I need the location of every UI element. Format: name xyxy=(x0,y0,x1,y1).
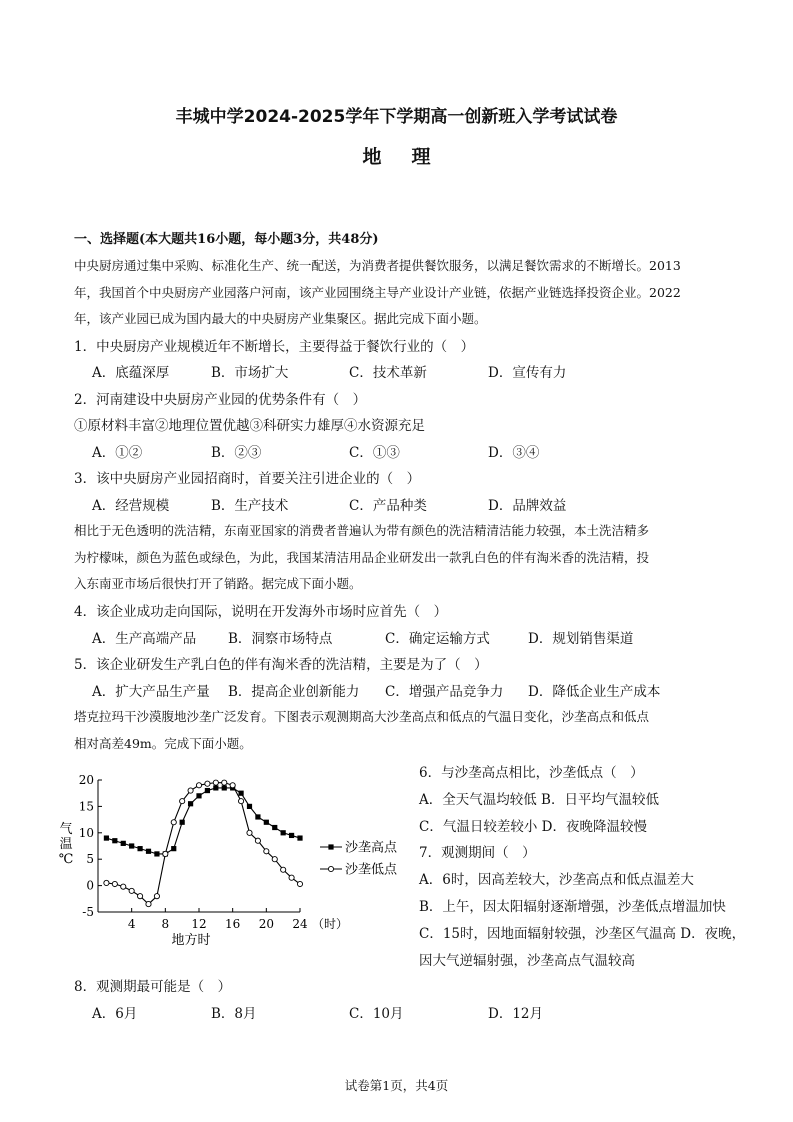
question-8-option-b: B．8月 xyxy=(211,1006,257,1022)
passage-3-line-2: 相对高差49m。完成下面小题。 xyxy=(74,736,252,751)
data-point-high xyxy=(180,820,185,825)
x-tick-label: 8 xyxy=(161,917,170,931)
question-4-stem: 4．该企业成功走向国际，说明在开发海外市场时应首先（ ） xyxy=(74,604,448,620)
question-6-line-2: C．气温日较差较小 D．夜晚降温较慢 xyxy=(419,819,647,835)
question-7-line-3: C．15时，因地面辐射较强，沙垄区气温高 D．夜晚， xyxy=(419,926,746,942)
question-5-stem: 5．该企业研发生产乳白色的伴有淘米香的洗洁精，主要是为了（ ） xyxy=(74,657,488,673)
y-tick-label: -5 xyxy=(82,905,94,919)
data-point-low xyxy=(188,788,193,793)
question-2-option-c: C．①③ xyxy=(349,445,400,461)
question-1-option-d: D．宣传有力 xyxy=(488,365,567,381)
question-7-line-4: 因大气逆辐射强，沙垄高点气温较高 xyxy=(419,953,635,969)
passage-1-line-2: 年，我国首个中央厨房产业园落户河南，该产业园围绕主导产业设计产业链，依据产业链选择投资企业。2022 xyxy=(74,285,681,300)
question-8-stem: 8．观测期最可能是（ ） xyxy=(74,979,232,995)
legend-marker-high xyxy=(328,844,333,849)
y-tick-label: 0 xyxy=(86,878,94,893)
x-tick-label: 24 xyxy=(292,917,308,931)
data-point-low xyxy=(281,867,286,872)
question-5-option-b: B．提高企业创新能力 xyxy=(228,684,360,700)
question-4-option-b: B．洞察市场特点 xyxy=(228,631,333,647)
data-point-high xyxy=(205,788,210,793)
temperature-line-chart xyxy=(52,765,412,960)
question-4-option-a: A．生产高端产品 xyxy=(92,631,197,647)
passage-2-line-2: 为柠檬味，颜色为蓝色或绿色，为此，我国某清洁用品企业研发出一款乳白色的伴有淘米香的洗洁精，投 xyxy=(74,550,650,565)
data-point-high xyxy=(264,820,269,825)
data-point-low xyxy=(230,783,235,788)
data-point-low xyxy=(255,838,260,843)
data-point-high xyxy=(247,804,252,809)
question-2-stem: 2．河南建设中央厨房产业园的优势条件有（ ） xyxy=(74,392,367,408)
legend-marker-low xyxy=(328,866,333,871)
question-8-option-d: D．12月 xyxy=(488,1006,544,1022)
x-tick-label: 16 xyxy=(225,917,241,931)
data-point-low xyxy=(297,881,302,886)
data-point-low xyxy=(171,820,176,825)
data-point-low xyxy=(264,849,269,854)
question-7-stem: 7．观测期间（ ） xyxy=(419,845,536,861)
data-point-low xyxy=(289,875,294,880)
data-point-high xyxy=(272,825,277,830)
passage-1-line-3: 年，该产业园已成为国内最大的中央厨房产业集聚区。据此完成下面小题。 xyxy=(74,311,487,326)
question-3-option-a: A．经营规模 xyxy=(92,498,170,514)
question-6-stem: 6．与沙垄高点相比，沙垄低点（ ） xyxy=(419,765,644,781)
y-axis-label: 气 xyxy=(59,822,73,837)
series-line-2 xyxy=(106,783,300,904)
data-point-low xyxy=(180,799,185,804)
question-5-option-c: C．增强产品竞争力 xyxy=(385,684,504,700)
data-point-high xyxy=(121,841,126,846)
data-point-low xyxy=(272,857,277,862)
x-tick-label: 4 xyxy=(127,917,136,931)
data-point-high xyxy=(188,801,193,806)
data-point-low xyxy=(222,780,227,785)
question-4-option-d: D．规划销售渠道 xyxy=(528,631,634,647)
data-point-high xyxy=(196,793,201,798)
question-8-option-c: C．10月 xyxy=(349,1006,404,1022)
y-tick-label: 5 xyxy=(86,852,94,867)
question-3-option-c: C．产品种类 xyxy=(349,498,427,514)
section-heading: 一、选择题(本大题共16小题，每小题3分，共48分) xyxy=(74,232,379,247)
question-1-stem: 1．中央厨房产业规模近年不断增长，主要得益于餐饮行业的（ ） xyxy=(74,339,475,355)
y-tick-label: 10 xyxy=(78,825,94,840)
data-point-high xyxy=(222,785,227,790)
question-3-option-d: D．品牌效益 xyxy=(488,498,567,514)
question-2-option-a: A．①② xyxy=(92,445,143,461)
question-5-option-a: A．扩大产品生产量 xyxy=(92,684,210,700)
x-tick-label: 12 xyxy=(191,917,207,931)
series-line-1 xyxy=(106,788,300,854)
y-tick-label: 20 xyxy=(78,773,94,787)
data-point-low xyxy=(146,901,151,906)
question-2-option-b: B．②③ xyxy=(211,445,262,461)
question-8-option-a: A．6月 xyxy=(92,1006,138,1022)
data-point-high xyxy=(154,851,159,856)
question-3-option-b: B．生产技术 xyxy=(211,498,289,514)
question-1-option-c: C．技术革新 xyxy=(349,365,427,381)
question-1-option-b: B．市场扩大 xyxy=(211,365,289,381)
data-point-low xyxy=(163,851,168,856)
data-point-low xyxy=(205,781,210,786)
data-point-high xyxy=(171,846,176,851)
passage-2-line-3: 入东南亚市场后很快打开了销路。据完成下面小题。 xyxy=(74,576,362,591)
y-axis-label: 温 xyxy=(59,837,73,852)
data-point-high xyxy=(281,830,286,835)
passage-3-line-1: 塔克拉玛干沙漠腹地沙垄广泛发育。下图表示观测期高大沙垄高点和低点的气温日变化，沙垄高点和低点 xyxy=(74,709,650,724)
question-1-option-a: A．底蕴深厚 xyxy=(92,365,170,381)
data-point-high xyxy=(146,849,151,854)
x-axis-label: 地方时 xyxy=(171,933,211,948)
passage-2-line-1: 相比于无色透明的洗洁精，东南亚国家的消费者普遍认为带有颜色的洗洁精清洁能力较强，本土洗洁精多 xyxy=(74,523,650,538)
data-point-high xyxy=(255,814,260,819)
question-7-line-1: A．6时，因高差较大，沙垄高点和低点温差大 xyxy=(419,872,694,888)
data-point-low xyxy=(196,783,201,788)
passage-1-line-1: 中央厨房通过集中采购、标准化生产、统一配送，为消费者提供餐饮服务，以满足餐饮需求的不断增长。2013 xyxy=(74,258,681,273)
data-point-high xyxy=(104,835,109,840)
data-point-low xyxy=(213,780,218,785)
exam-title: 丰城中学2024-2025学年下学期高一创新班入学考试试卷 xyxy=(175,107,618,127)
x-tick-label: 20 xyxy=(258,917,274,931)
question-3-stem: 3．该中央厨房产业园招商时，首要关注引进企业的（ ） xyxy=(74,471,421,487)
legend-label-1: 沙垄高点 xyxy=(345,840,398,856)
data-point-high xyxy=(112,838,117,843)
legend-label-2: 沙垄低点 xyxy=(345,862,398,878)
data-point-high xyxy=(129,843,134,848)
question-7-line-2: B．上午，因太阳辐射逐渐增强，沙垄低点增温加快 xyxy=(419,899,726,915)
question-2-option-d: D．③④ xyxy=(488,445,540,461)
question-5-option-d: D．降低企业生产成本 xyxy=(528,684,661,700)
subject-title: 地理 xyxy=(362,146,461,168)
data-point-low xyxy=(238,799,243,804)
data-point-low xyxy=(247,830,252,835)
data-point-low xyxy=(112,881,117,886)
data-point-high xyxy=(137,846,142,851)
data-point-low xyxy=(121,884,126,889)
y-tick-label: 15 xyxy=(78,799,94,814)
data-point-low xyxy=(137,894,142,899)
question-4-option-c: C．确定运输方式 xyxy=(385,631,490,647)
data-point-high xyxy=(289,833,294,838)
x-unit-label: （时） xyxy=(312,917,349,931)
page-footer: 试卷第1页，共4页 xyxy=(344,1078,449,1093)
y-axis-label: ℃ xyxy=(58,852,74,867)
data-point-high xyxy=(238,791,243,796)
data-point-high xyxy=(297,835,302,840)
question-2-items: ①原材料丰富②地理位置优越③科研实力雄厚④水资源充足 xyxy=(74,418,425,434)
data-point-high xyxy=(213,785,218,790)
question-6-line-1: A．全天气温均较低 B．日平均气温较低 xyxy=(419,792,659,808)
data-point-low xyxy=(154,894,159,899)
data-point-low xyxy=(104,880,109,885)
data-point-low xyxy=(129,888,134,893)
